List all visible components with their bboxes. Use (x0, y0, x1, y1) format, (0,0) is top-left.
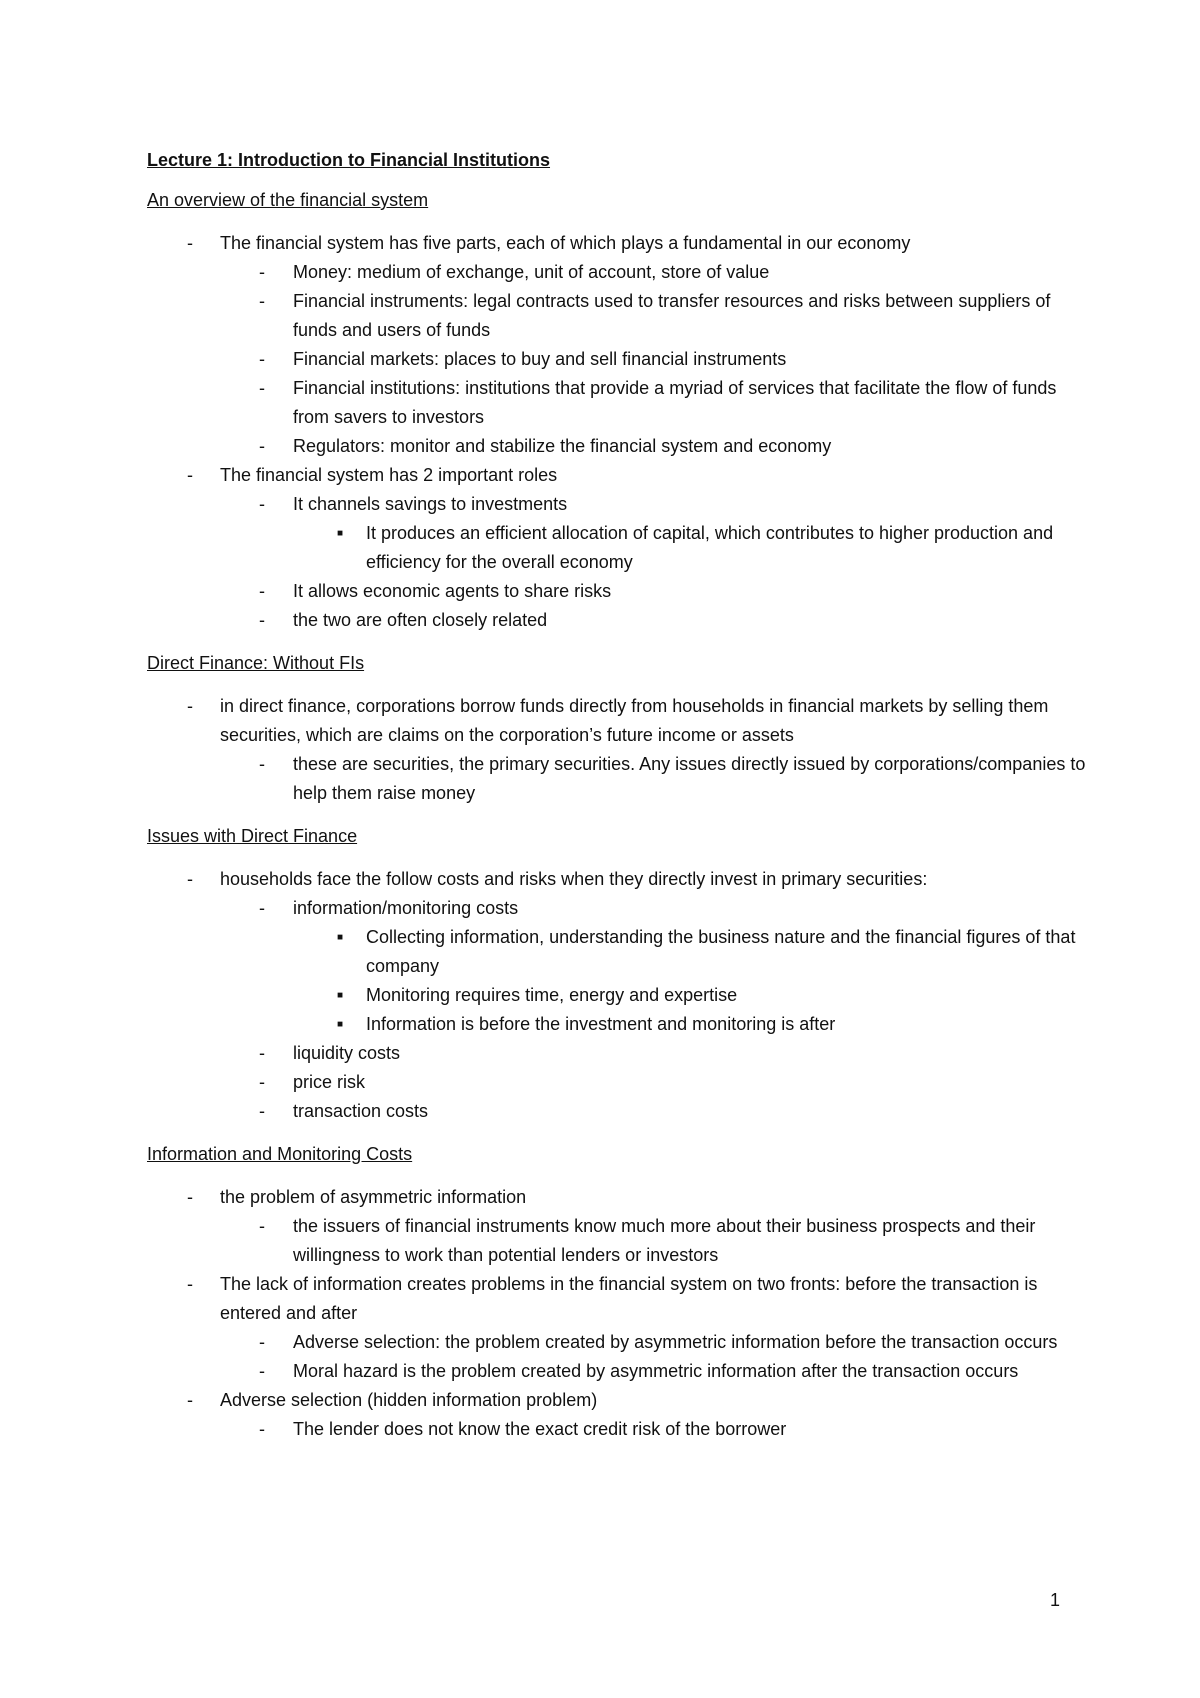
list-item-text: The lack of information creates problems in the financial system on two fronts: before the transaction is entered and after (220, 1274, 1038, 1323)
list-item-text: Financial instruments: legal contracts used to transfer resources and risks between suppliers of funds and users of funds (293, 291, 1051, 340)
list-item-text: Adverse selection (hidden information problem) (220, 1390, 598, 1410)
list-item-text: The financial system has five parts, each of which plays a fundamental in our economy (220, 233, 911, 253)
dash-marker: - (259, 1216, 265, 1236)
list-item-text: liquidity costs (293, 1043, 401, 1063)
dash-marker: - (259, 581, 265, 601)
dash-marker: - (259, 1419, 265, 1439)
dash-marker: - (259, 1043, 265, 1063)
page-number: 1 (1050, 1590, 1061, 1610)
list-item (147, 432, 1087, 461)
dash-marker: - (187, 869, 193, 889)
list-item-text: Information is before the investment and monitoring is after (366, 1014, 836, 1034)
dash-marker: - (187, 465, 193, 485)
list-item (147, 1328, 1087, 1357)
list-item-text: Adverse selection: the problem created by asymmetric information before the transaction occurs (293, 1332, 1058, 1352)
bullet-list (147, 692, 1087, 808)
dash-marker: - (259, 349, 265, 369)
list-item (147, 692, 1087, 750)
list-item (147, 519, 1087, 577)
list-item (147, 1357, 1087, 1386)
list-item (147, 374, 1087, 432)
list-item-text: Money: medium of exchange, unit of account, store of value (293, 262, 770, 282)
list-item-text: the problem of asymmetric information (220, 1187, 527, 1207)
square-bullet-icon: ■ (337, 932, 344, 943)
square-bullet-icon: ■ (337, 990, 344, 1001)
list-item (147, 461, 1087, 490)
list-item-text: Financial institutions: institutions that provide a myriad of services that facilitate the flow of funds from savers to investors (293, 378, 1057, 427)
list-item-text: transaction costs (293, 1101, 429, 1121)
list-item (147, 1010, 1087, 1039)
list-item (147, 606, 1087, 635)
list-item (147, 894, 1087, 923)
document-content (147, 148, 1087, 1444)
list-item-text: price risk (293, 1072, 366, 1092)
dash-marker: - (259, 378, 265, 398)
list-item-text: It produces an efficient allocation of capital, which contributes to higher production and efficiency for the overall economy (366, 523, 1054, 572)
list-item-text: Regulators: monitor and stabilize the financial system and economy (293, 436, 832, 456)
list-item-text: Financial markets: places to buy and sell financial instruments (293, 349, 787, 369)
list-item (147, 1270, 1087, 1328)
dash-marker: - (259, 754, 265, 774)
list-item-text: the issuers of financial instruments know much more about their business prospects and their willingness to work than potential lenders or investors (293, 1216, 1036, 1265)
dash-marker: - (187, 1390, 193, 1410)
list-item (147, 1415, 1087, 1444)
list-item (147, 1068, 1087, 1097)
dash-marker: - (259, 262, 265, 282)
square-bullet-icon: ■ (337, 1019, 344, 1030)
section-information-monitoring (147, 1142, 1087, 1444)
section-heading: Direct Finance: Without FIs (147, 653, 365, 673)
list-item-text: Moral hazard is the problem created by asymmetric information after the transaction occurs (293, 1361, 1019, 1381)
square-bullet-icon: ■ (337, 528, 344, 539)
list-item-text: these are securities, the primary securities. Any issues directly issued by corporations/companies to help them raise money (293, 754, 1086, 803)
section-heading: Issues with Direct Finance (147, 826, 358, 846)
list-item-text: Collecting information, understanding the business nature and the financial figures of that company (366, 927, 1076, 976)
dash-marker: - (259, 494, 265, 514)
bullet-list (147, 229, 1087, 635)
dash-marker: - (187, 1274, 193, 1294)
dash-marker: - (259, 1361, 265, 1381)
dash-marker: - (187, 233, 193, 253)
list-item-text: the two are often closely related (293, 610, 548, 630)
list-item (147, 577, 1087, 606)
list-item (147, 1039, 1087, 1068)
list-item (147, 865, 1087, 894)
dash-marker: - (259, 898, 265, 918)
dash-marker: - (259, 1332, 265, 1352)
dash-marker: - (187, 696, 193, 716)
list-item (147, 1212, 1087, 1270)
list-item (147, 287, 1087, 345)
list-item-text: in direct finance, corporations borrow funds directly from households in financial markets by selling them securities, which are claims on the corporation’s future income or assets (220, 696, 1049, 745)
dash-marker: - (259, 610, 265, 630)
list-item-text: The lender does not know the exact credit risk of the borrower (293, 1419, 787, 1439)
section-heading: An overview of the financial system (147, 190, 429, 210)
section-issues-direct-finance (147, 824, 1087, 1126)
list-item-text: It channels savings to investments (293, 494, 568, 514)
list-item (147, 258, 1087, 287)
list-item (147, 1097, 1087, 1126)
section-overview (147, 188, 1087, 635)
bullet-list (147, 1183, 1087, 1444)
list-item (147, 1183, 1087, 1212)
dash-marker: - (259, 436, 265, 456)
list-item (147, 345, 1087, 374)
list-item-text: households face the follow costs and risks when they directly invest in primary securities: (220, 869, 928, 889)
lecture-title: Lecture 1: Introduction to Financial Institutions (147, 150, 551, 170)
list-item-text: The financial system has 2 important roles (220, 465, 558, 485)
dash-marker: - (259, 1072, 265, 1092)
bullet-list (147, 865, 1087, 1126)
list-item-text: Monitoring requires time, energy and expertise (366, 985, 738, 1005)
list-item-text: It allows economic agents to share risks (293, 581, 612, 601)
list-item (147, 981, 1087, 1010)
list-item (147, 1386, 1087, 1415)
section-direct-finance (147, 651, 1087, 808)
list-item (147, 923, 1087, 981)
list-item-text: information/monitoring costs (293, 898, 519, 918)
list-item (147, 490, 1087, 519)
list-item (147, 229, 1087, 258)
dash-marker: - (259, 1101, 265, 1121)
list-item (147, 750, 1087, 808)
dash-marker: - (259, 291, 265, 311)
section-heading: Information and Monitoring Costs (147, 1144, 413, 1164)
dash-marker: - (187, 1187, 193, 1207)
